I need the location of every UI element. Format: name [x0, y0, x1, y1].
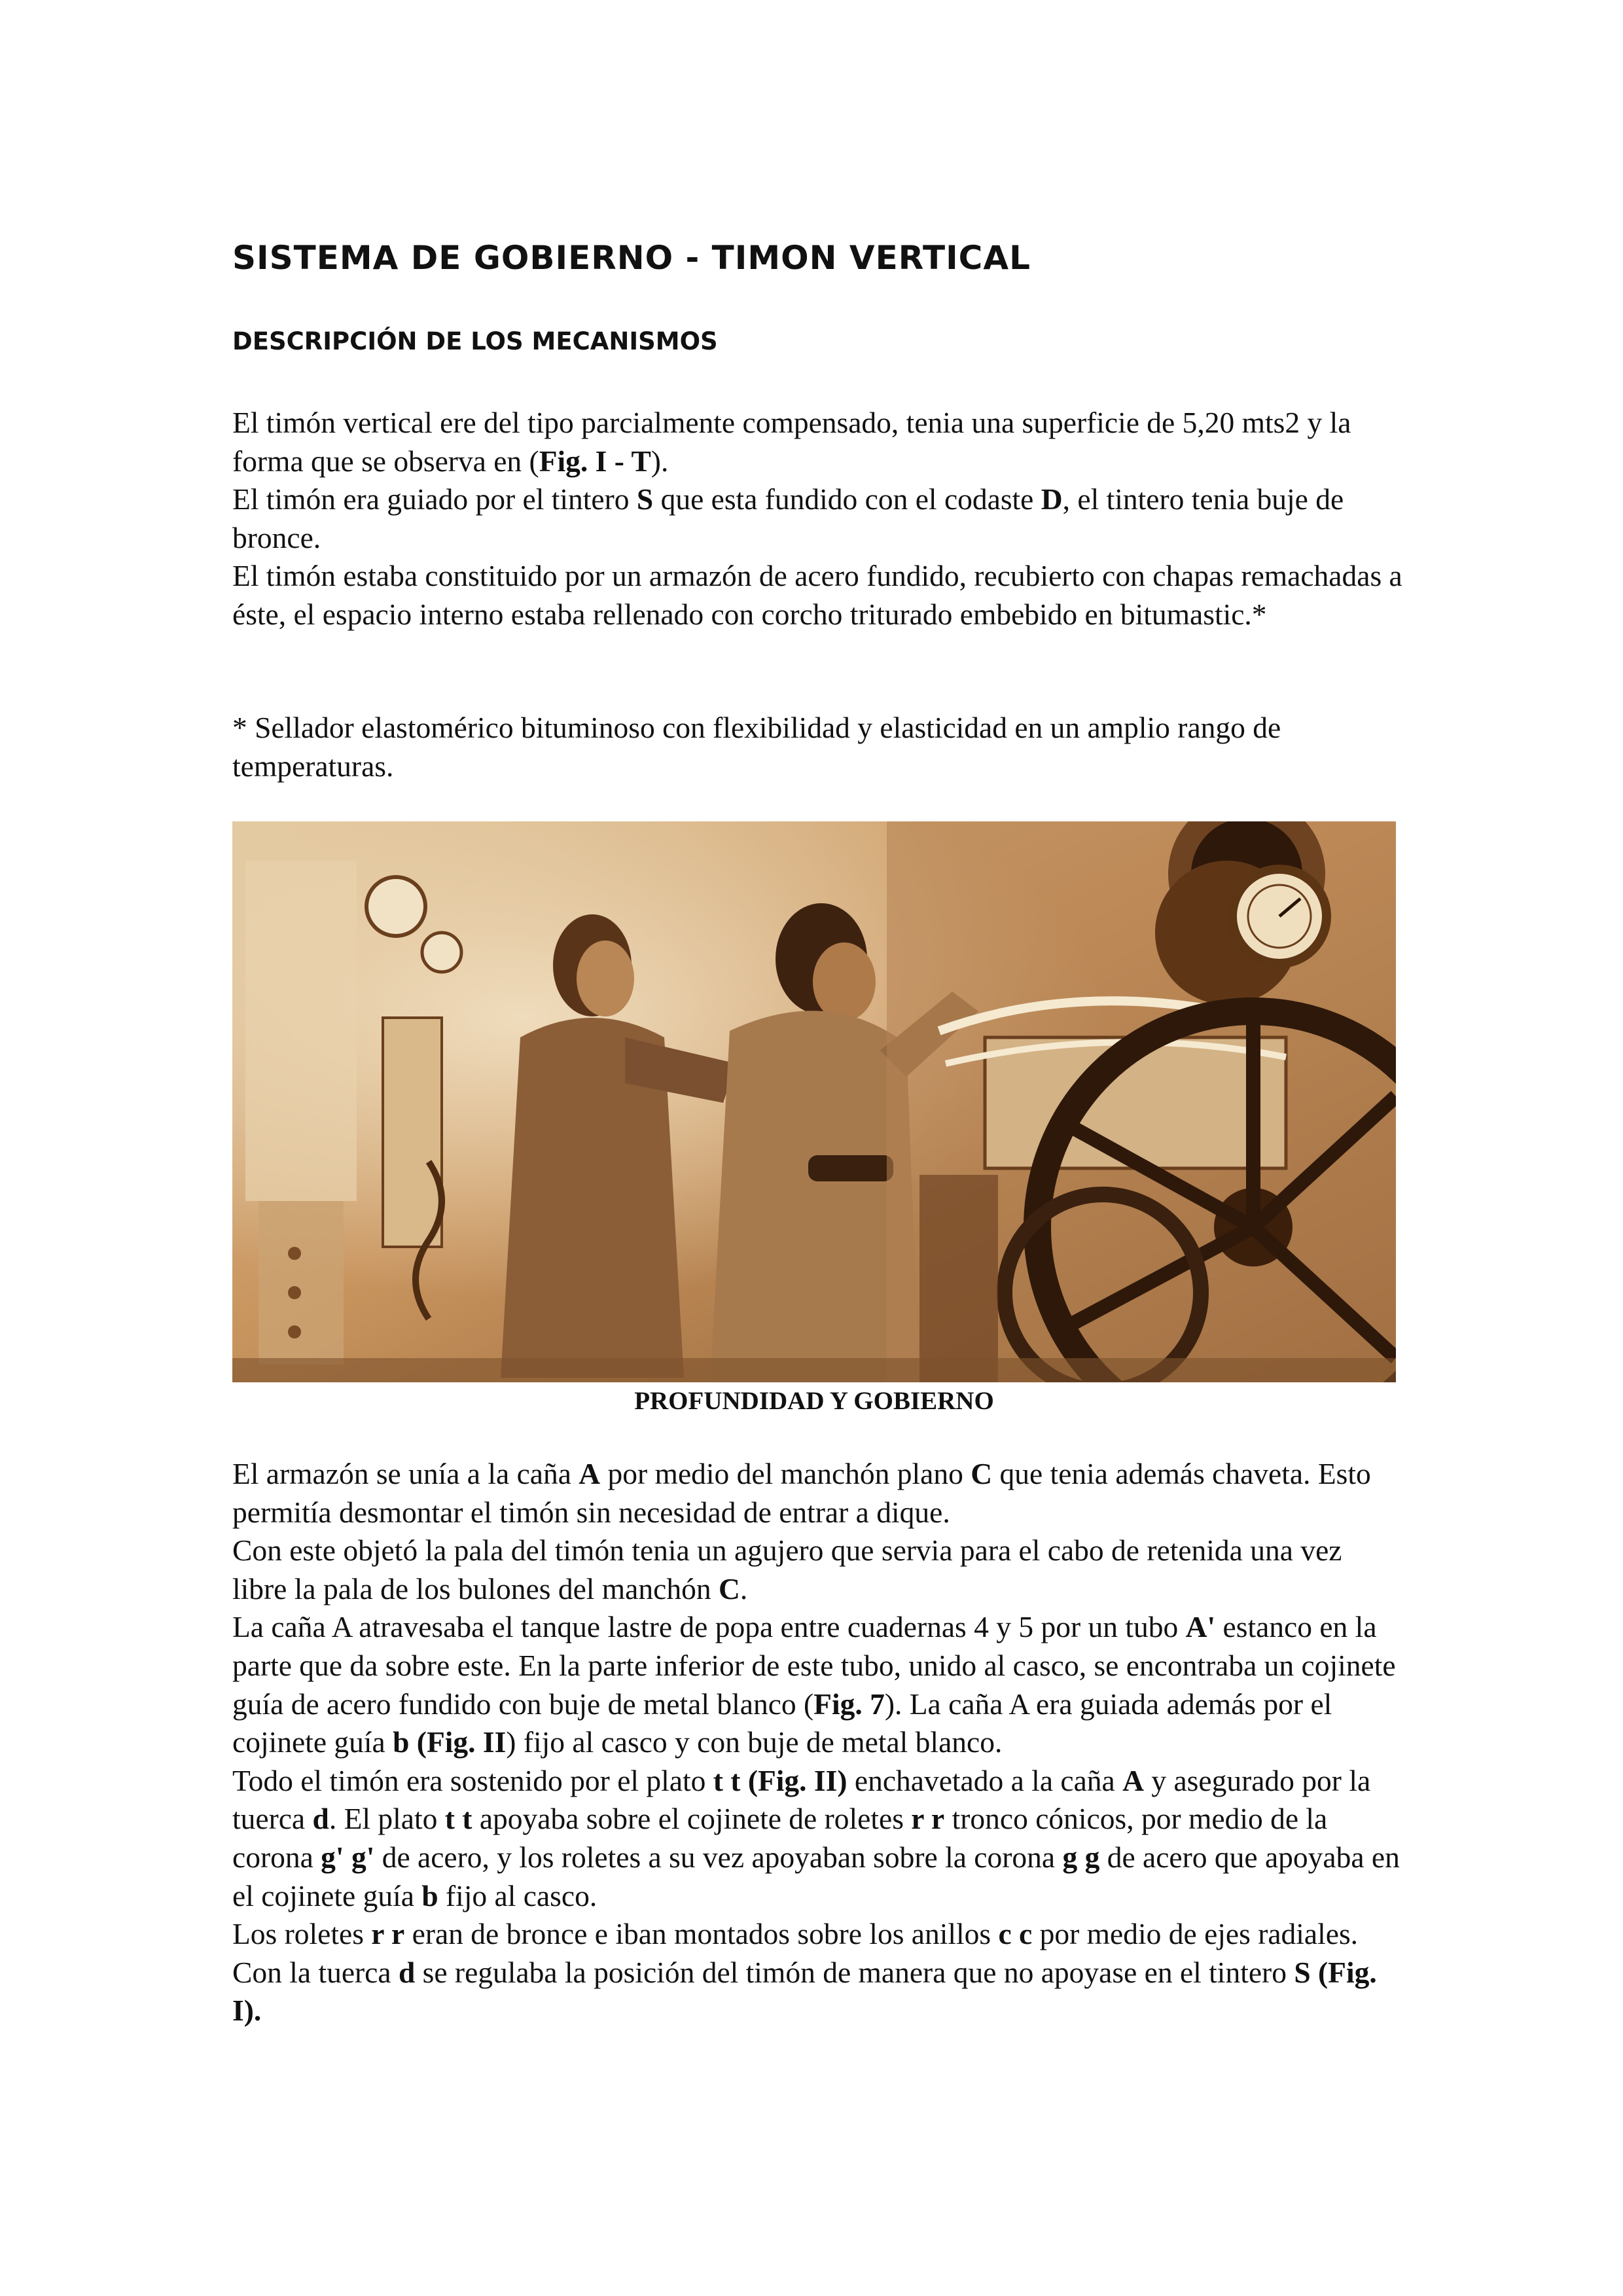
paragraph-3: El timón estaba constituido por un armazón de acero fundido, recubierto con chapas remachadas a éste, el espacio interno estaba rellenado con corcho triturado embebido en bitumastic.* — [232, 559, 1402, 631]
bold-reference: A — [1122, 1763, 1144, 1797]
paragraph-6: La caña A atravesaba el tanque lastre de popa entre cuadernas 4 y 5 por un tubo A' estanco en la parte que da sobre este. En la parte inferior de este tubo, unido al casco, se encontraba un cojinete guía de acero fundido con buje de metal blanco (Fig. 7). La caña A era guiada además por el cojinete guía b (Fig. II) fijo al casco y con buje de metal blanco. — [232, 1610, 1396, 1759]
bold-reference: d — [312, 1802, 329, 1836]
bold-reference: b — [421, 1878, 438, 1912]
body-paragraphs — [232, 1455, 1404, 2030]
bold-reference: C — [718, 1571, 740, 1605]
bold-reference: S — [636, 482, 654, 516]
intro-paragraphs — [232, 404, 1404, 634]
bold-reference: C — [971, 1457, 993, 1490]
paragraph-5: Con este objetó la pala del timón tenia un agujero que servia para el cabo de retenida una vez libre la pala de los bulones del manchón C. — [232, 1534, 1342, 1605]
photo-illustration — [232, 821, 1396, 1382]
sepia-photo-control-room — [232, 821, 1396, 1382]
bold-reference: d — [398, 1955, 416, 1989]
page-title: SISTEMA DE GOBIERNO - TIMON VERTICAL — [232, 239, 1031, 277]
bold-reference: b (Fig. II — [393, 1725, 507, 1759]
bold-reference: S (Fig. I). — [232, 1955, 1377, 2028]
bold-reference: g g — [1062, 1840, 1100, 1874]
paragraph-8: Los roletes r r eran de bronce e iban montados sobre los anillos c c por medio de ejes radiales. Con la tuerca d se regulaba la posición del timón de manera que no apoyase en el tintero S (Fig. I). — [232, 1917, 1377, 2028]
paragraph-4: El armazón se unía a la caña A por medio del manchón plano C que tenia además chaveta. Esto permitía desmontar el timón sin necesidad de entrar a dique. — [232, 1457, 1371, 1529]
paragraph-2: El timón era guiado por el tintero S que esta fundido con el codaste D, el tintero tenia buje de bronce. — [232, 482, 1344, 554]
bold-reference: c c — [998, 1917, 1033, 1951]
bold-reference: A — [579, 1457, 601, 1490]
bold-reference: D — [1041, 482, 1063, 516]
bold-reference: r r — [911, 1802, 945, 1836]
bold-reference: Fig. I - T — [539, 444, 651, 478]
bold-reference: r r — [371, 1917, 405, 1951]
bold-reference: t t — [444, 1802, 473, 1836]
bold-reference: g' g' — [321, 1840, 375, 1874]
bold-reference: A' — [1185, 1610, 1216, 1644]
paragraph-1: El timón vertical ere del tipo parcialmente compensado, tenia una superficie de 5,20 mts2 y la forma que se observa en (Fig. I - T). — [232, 406, 1351, 478]
paragraph-7: Todo el timón era sostenido por el plato t t (Fig. II) enchavetado a la caña A y asegurado por la tuerca d. El plato t t apoyaba sobre el cojinete de roletes r r tronco cónicos, por medio de la corona g' g' de acero, y los roletes a su vez apoyaban sobre la corona g g de acero que apoyaba en el cojinete guía b fijo al casco. — [232, 1763, 1400, 1912]
bold-reference: Fig. 7 — [813, 1687, 885, 1721]
photo-caption: PROFUNDIDAD Y GOBIERNO — [634, 1387, 994, 1415]
section-subtitle: DESCRIPCIÓN DE LOS MECANISMOS — [232, 327, 718, 355]
footnote — [232, 709, 1404, 785]
footnote-text: * Sellador elastomérico bituminoso con flexibilidad y elasticidad en un amplio rango de temperaturas. — [232, 711, 1281, 783]
bold-reference: t t (Fig. II) — [713, 1763, 847, 1797]
